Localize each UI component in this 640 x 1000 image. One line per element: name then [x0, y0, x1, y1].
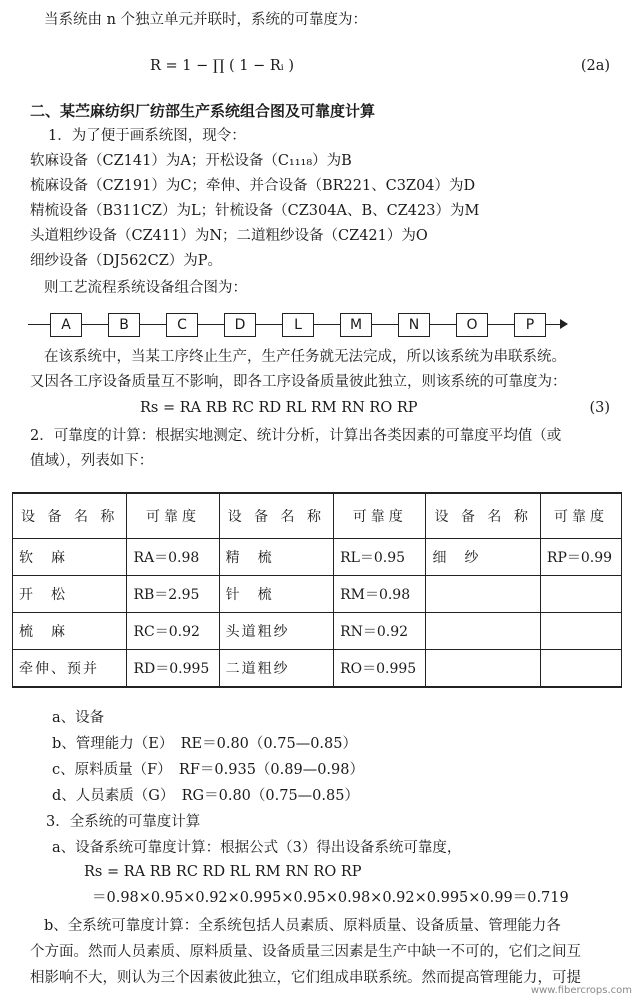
table-header-cell: 设 备 名 称: [219, 493, 333, 539]
table-cell: 牵伸、预并: [13, 650, 127, 688]
text-line: a、设备系统可靠度计算：根据公式（3）得出设备系统可靠度，: [52, 840, 462, 856]
flow-connector: [256, 324, 282, 325]
table-cell: RL＝0.95: [334, 539, 426, 576]
text-line: 相影响不大，则认为三个因素彼此独立，它们组成串联系统。然而提高管理能力，可提: [30, 970, 581, 986]
text-line: 细纱设备（DJ562CZ）为P。: [30, 253, 223, 269]
text-line: c、原料质量（F） RF＝0.935（0.89—0.98）: [52, 762, 364, 778]
watermark: www.fibercrops.com: [530, 985, 632, 996]
text-line: 3．全系统的可靠度计算: [46, 814, 201, 830]
table-cell: RA＝0.98: [127, 539, 219, 576]
flow-node-c: C: [166, 313, 198, 337]
arrow-head-icon: [560, 319, 568, 329]
table-cell: 精 梳: [219, 539, 333, 576]
flow-connector: [140, 324, 166, 325]
text-line: b、管理能力（E） RE＝0.80（0.75—0.85）: [52, 736, 357, 752]
equation-3: Rs = RA RB RC RD RL RM RN RO RP: [140, 400, 418, 416]
text-line: b、全系统可靠度计算：全系统包括人员素质、原料质量、设备质量、管理能力各: [44, 918, 561, 934]
flow-node-n: N: [398, 313, 430, 337]
flow-node-l: L: [282, 313, 314, 337]
table-header-cell: 设 备 名 称: [13, 493, 127, 539]
equation-line: ＝0.98×0.95×0.92×0.995×0.95×0.98×0.92×0.995×0.99＝0.719: [92, 890, 569, 906]
flow-connector: [82, 324, 108, 325]
table-header-row: [13, 493, 622, 539]
table-cell: 梳 麻: [13, 613, 127, 650]
flow-connector: [430, 324, 456, 325]
text-line: 软麻设备（CZ141）为A；开松设备（C₁₁₁₈）为B: [30, 153, 352, 169]
process-flow-diagram: [28, 311, 588, 339]
flow-connector: [546, 324, 560, 325]
table-cell: RC＝0.92: [127, 613, 219, 650]
flow-node-b: B: [108, 313, 140, 337]
flow-node-m: M: [340, 313, 372, 337]
equation-number: (3): [589, 400, 610, 416]
text-line: 则工艺流程系统设备组合图为：: [44, 280, 247, 296]
flow-node-a: A: [50, 313, 82, 337]
table-row: [13, 539, 622, 576]
flow-node-o: O: [456, 313, 488, 337]
text-line: d、人员素质（G） RG＝0.80（0.75—0.85）: [52, 788, 359, 804]
text-line: a、设备: [52, 710, 105, 726]
table-cell: RD＝0.995: [127, 650, 219, 688]
flow-connector: [372, 324, 398, 325]
text-line: 值域），列表如下：: [30, 453, 154, 469]
table-cell: 软 麻: [13, 539, 127, 576]
table-header-cell: 可靠度: [540, 493, 621, 539]
flow-connector: [314, 324, 340, 325]
table-row: [13, 613, 622, 650]
table-cell: 开 松: [13, 576, 127, 613]
text-line: 在该系统中，当某工序终止生产，生产任务就无法完成，所以该系统为串联系统。: [44, 349, 566, 365]
table-body: [13, 539, 622, 688]
text-line: 2．可靠度的计算：根据实地测定、统计分析，计算出各类因素的可靠度平均值（或: [30, 428, 562, 444]
flow-node-d: D: [224, 313, 256, 337]
table-row: [13, 576, 622, 613]
table-cell: [540, 576, 621, 613]
flow-connector: [198, 324, 224, 325]
table-cell: 二道粗纱: [219, 650, 333, 688]
table-cell: [426, 650, 540, 688]
table-cell: [426, 613, 540, 650]
text-line: 梳麻设备（CZ191）为C；牵伸、并合设备（BR221、C3Z04）为D: [30, 178, 476, 194]
table-cell: RM＝0.98: [334, 576, 426, 613]
table-header-cell: 可靠度: [334, 493, 426, 539]
text-line: 精梳设备（B311CZ）为L；针梳设备（CZ304A、B、CZ423）为M: [30, 203, 480, 219]
table-cell: 细 纱: [426, 539, 540, 576]
table-cell: [426, 576, 540, 613]
text-line: 1．为了便于画系统图，现令：: [48, 128, 246, 144]
table-cell: 头道粗纱: [219, 613, 333, 650]
flow-connector: [488, 324, 514, 325]
equation-2a: R = 1 − ∏ ( 1 − Rᵢ ): [150, 58, 294, 74]
text-line: 个方面。然而人员素质、原料质量、设备质量三因素是生产中缺一不可的，它们之间互: [30, 944, 581, 960]
flow-node-p: P: [514, 313, 546, 337]
section-heading: 二、某苎麻纺织厂纺部生产系统组合图及可靠度计算: [30, 102, 376, 120]
table-header-cell: 可靠度: [127, 493, 219, 539]
table-cell: RB＝2.95: [127, 576, 219, 613]
text-line: 当系统由 n 个独立单元并联时，系统的可靠度为：: [44, 12, 368, 28]
table-cell: 针 梳: [219, 576, 333, 613]
text-line: 又因各工序设备质量互不影响，即各工序设备质量彼此独立，则该系统的可靠度为：: [30, 374, 567, 390]
flow-connector: [28, 324, 50, 325]
table-cell: RN＝0.92: [334, 613, 426, 650]
table-row: [13, 650, 622, 688]
table-cell: RO＝0.995: [334, 650, 426, 688]
equation-number: (2a): [580, 58, 610, 74]
reliability-table: [12, 492, 622, 688]
table-header-cell: 设 备 名 称: [426, 493, 540, 539]
equation-line: Rs = RA RB RC RD RL RM RN RO RP: [84, 864, 362, 880]
text-line: 头道粗纱设备（CZ411）为N；二道粗纱设备（CZ421）为O: [30, 228, 428, 244]
table-cell: [540, 650, 621, 688]
table-cell: [540, 613, 621, 650]
table-cell: RP＝0.99: [540, 539, 621, 576]
